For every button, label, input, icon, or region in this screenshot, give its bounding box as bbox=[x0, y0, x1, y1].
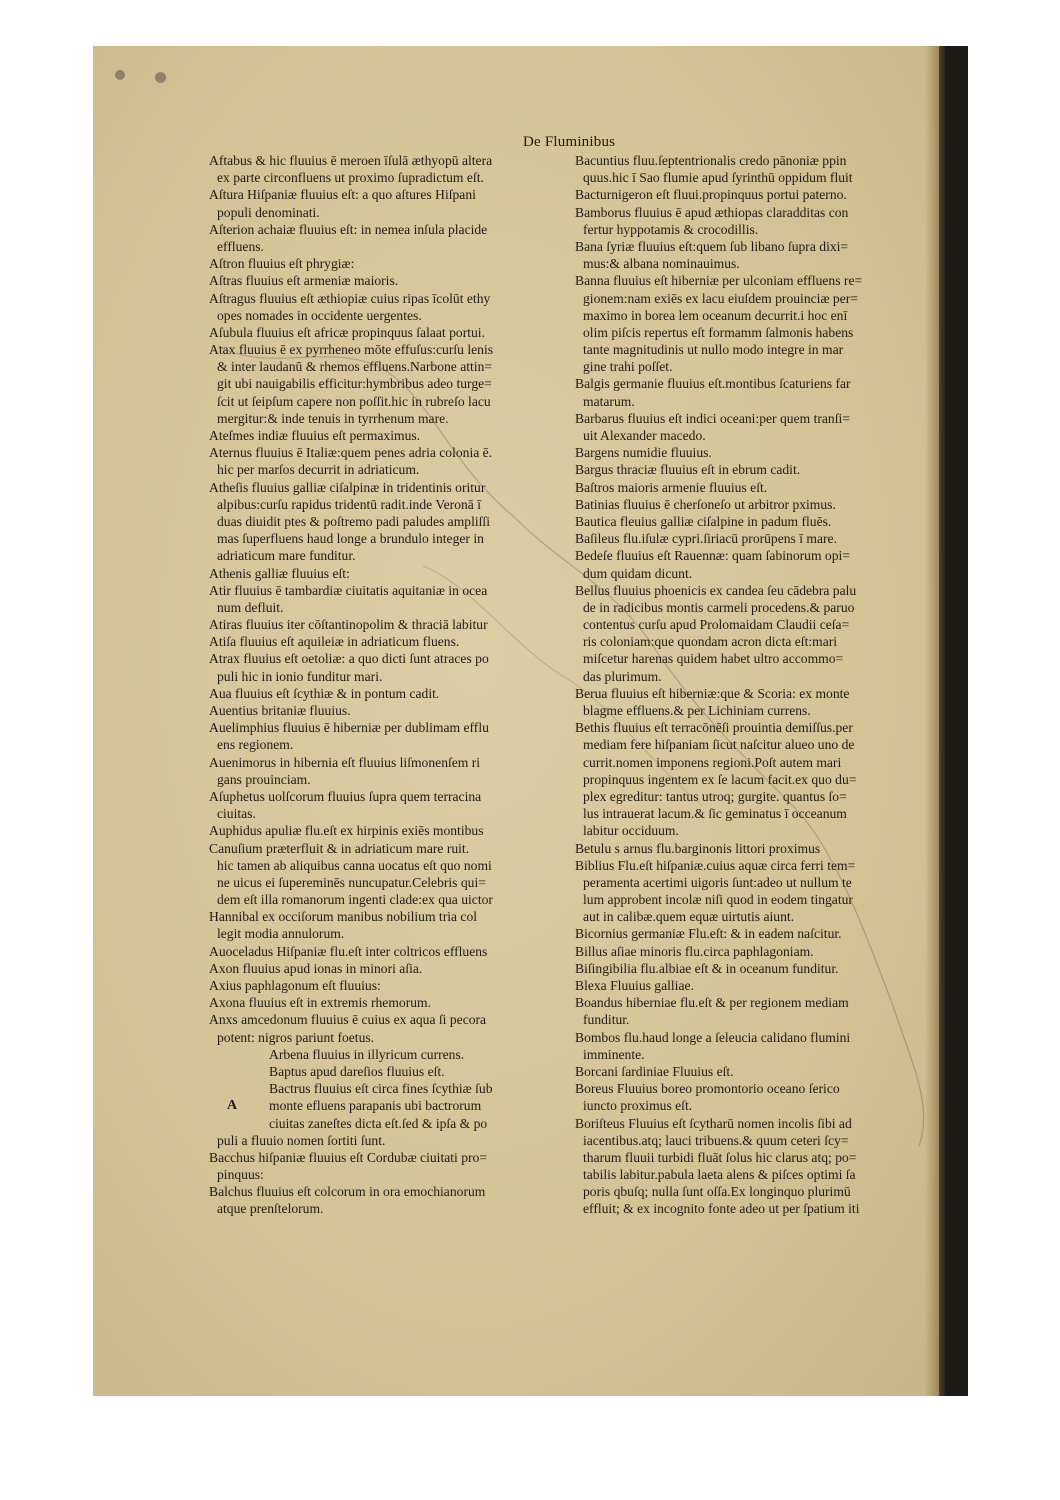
text-line: Batinias fluuius ē cherſoneſo ut arbitror pximus. bbox=[575, 496, 836, 512]
text-line: Axon fluuius apud ionas in minori aſia. bbox=[209, 960, 423, 976]
text-line: ex parte circonfluens ut proximo ſupradictum eſt. bbox=[217, 170, 484, 186]
text-line: miſcetur harenas quidem habet ultro accommo= bbox=[583, 651, 844, 667]
text-line: lus intrauerat lacum.& ſic geminatus ī occeanum bbox=[583, 806, 847, 822]
text-line: blagme effluens.& per Lichiniam currens. bbox=[583, 703, 811, 718]
text-line: contentus curſu apud Prolomaidam Claudii ceſa= bbox=[583, 617, 850, 633]
right-text-column bbox=[575, 152, 925, 1218]
text-line: alpibus:curſu rapidus tridentū radit.inde Veronā ī bbox=[217, 496, 482, 512]
text-line: Balchus fluuius eſt colcorum in ora emochianorum bbox=[209, 1184, 486, 1200]
text-line: Bargus thraciæ fluuius eſt in ebrum cadit. bbox=[575, 462, 801, 478]
text-line: Baptus apud dareſios fluuius eſt. bbox=[269, 1063, 445, 1079]
text-line: Auphidus apuliæ flu.eſt ex hirpinis exiēs montibus bbox=[209, 823, 484, 839]
text-line: dum quidam dicunt. bbox=[583, 565, 693, 581]
text-line: Barbarus fluuius eſt indici oceani:per quem tranſi= bbox=[575, 410, 850, 426]
text-line: tabilis labitur.pabula laeta alens & piſces optimi ſa bbox=[583, 1167, 856, 1183]
text-line: Aſuphetus uolſcorum fluuius ſupra quem terracina bbox=[209, 788, 482, 804]
ink-stain bbox=[115, 70, 125, 80]
ink-stain bbox=[155, 72, 166, 83]
text-line-content: monte efluens parapanis ubi bactrorum bbox=[269, 1098, 482, 1114]
text-line: ciuitas. bbox=[217, 806, 256, 822]
text-line: puli hic in ionio funditur mari. bbox=[217, 668, 383, 684]
text-line: ſcit ut ſeipſum capere non poſſit.hic in rubreſo lacu bbox=[217, 393, 491, 409]
text-line: iuncto proximus eſt. bbox=[583, 1098, 693, 1114]
text-line: Bacuntius fluu.ſeptentrionalis credo pānoniæ ppin bbox=[575, 153, 847, 168]
text-line: hic tamen ab aliquibus canna uocatus eſt quo nomi bbox=[217, 857, 492, 873]
text-line: Bedeſe fluuius eſt Rauennæ: quam ſabinorum opi= bbox=[575, 548, 850, 564]
text-line: effluens. bbox=[217, 238, 264, 254]
text-line: Atax fluuius ē ex pyrrheneo mōte effuſus:curſu lenis bbox=[209, 342, 494, 358]
left-text-column bbox=[209, 152, 574, 1218]
text-line: Boriſteus Fluuius eſt ſcytharū nomen incolis ſibi ad bbox=[575, 1115, 852, 1131]
text-line: Bacchus hiſpaniæ fluuius eſt Cordubæ ciuitati pro= bbox=[209, 1149, 487, 1165]
text-line: tante magnitudinis ut nullo modo integre in mar bbox=[583, 342, 844, 358]
text-line: Billus aſiae minoris flu.circa paphlagoniam. bbox=[575, 943, 814, 959]
text-line: Auentius britaniæ fluuius. bbox=[209, 703, 351, 718]
text-line: adriaticum mare funditur. bbox=[217, 548, 356, 564]
text-line: Atiſa fluuius eſt aquileiæ in adriaticum fluens. bbox=[209, 634, 460, 650]
text-line: Berua fluuius eſt hiberniæ:que & Scoria: ex monte bbox=[575, 685, 850, 701]
text-line: hic per marſos decurrit in adriaticum. bbox=[217, 462, 420, 478]
running-head: De Fluminibus bbox=[523, 134, 616, 150]
text-line: Atrax fluuius eſt oetoliæ: a quo dicti ſunt atraces po bbox=[209, 651, 489, 667]
text-line: Anxs amcedonum fluuius ē cuius ex aqua ſi pecora bbox=[209, 1012, 487, 1028]
text-line: Bicornius germaniæ Flu.eſt: & in eadem naſcitur. bbox=[575, 926, 842, 942]
text-line: Boreus Fluuius boreo promontorio oceano ſerico bbox=[575, 1081, 840, 1097]
text-line: atque prenſtelorum. bbox=[217, 1201, 324, 1217]
text-line: Bombos flu.haud longe a ſeleucia calidano flumini bbox=[575, 1029, 851, 1045]
text-line: Arbena fluuius in illyricum currens. bbox=[269, 1046, 465, 1062]
text-line: olim piſcis repertus eſt formamm ſalmonis habens bbox=[583, 324, 854, 340]
text-line: Boandus hiberniae flu.eſt & per regionem mediam bbox=[575, 995, 849, 1011]
text-line: uit Alexander macedo. bbox=[583, 428, 706, 443]
text-line: Balgis germanie fluuius eſt.montibus ſcaturiens far bbox=[575, 376, 851, 392]
text-line: pinquus: bbox=[217, 1167, 264, 1183]
text-line: matarum. bbox=[583, 393, 635, 409]
text-line: iacentibus.atq; lauci tribuens.& quum ceteri ſcy= bbox=[583, 1132, 849, 1148]
text-line: ne uicus ei ſupereminēs nuncupatur.Celebris qui= bbox=[217, 874, 486, 890]
text-line: Auelimphius fluuius ē hiberniæ per dublimam efflu bbox=[209, 720, 489, 736]
text-line: plex egreditur: tantus utroq; gurgite. quantus ſo= bbox=[583, 788, 847, 804]
text-line: ciuitas zaneſtes dicta eſt.ſed & ipſa & po bbox=[269, 1115, 488, 1131]
text-line: Aſtron fluuius eſt phrygiæ: bbox=[209, 256, 355, 272]
text-line: Aua fluuius eſt ſcythiæ & in pontum cadit. bbox=[209, 685, 440, 701]
text-line: Bargens numidie fluuius. bbox=[575, 445, 712, 461]
text-line: mediam fere hiſpaniam ſicut naſcitur alueo uno de bbox=[583, 737, 855, 753]
text-line: Aſtura Hiſpaniæ fluuius eſt: a quo aſtures Hiſpani bbox=[209, 187, 476, 203]
text-line: Hannibal ex occiſorum manibus nobilium tria col bbox=[209, 909, 478, 925]
text-line: mas ſuperfluens haud longe a brundulo integer in bbox=[217, 531, 484, 547]
text-line: Atir fluuius ē tambardiæ ciuitatis aquitaniæ in ocea bbox=[209, 582, 488, 598]
text-line: Axius paphlagonum eſt fluuius: bbox=[209, 978, 381, 993]
text-line: potent: nigros pariunt foetus. bbox=[217, 1029, 375, 1045]
text-line: & inter laudanū & rhemos effluens.Narbone attin= bbox=[217, 359, 493, 375]
text-line: Baſtros maioris armenie fluuius eſt. bbox=[575, 479, 768, 495]
text-line: lum approbent incolæ niſi quod in eodem tingatur bbox=[583, 892, 853, 908]
text-line: Betulu s arnus flu.barginonis littori proximus bbox=[575, 840, 821, 856]
text-line: effluit; & ex incognito fonte adeo ut per ſpatium iti bbox=[583, 1201, 860, 1217]
text-line: Atiras fluuius iter cōſtantinopolim & thraciā labitur bbox=[209, 617, 488, 633]
text-line: poris qbuſq; nulla ſunt oſſa.Ex longinquo plurimū bbox=[583, 1184, 851, 1200]
text-line: Canuſium præterfluit & in adriaticum mare ruit. bbox=[209, 840, 470, 856]
text-line: puli a fluuio nomen ſortiti ſunt. bbox=[217, 1132, 386, 1148]
text-line: opes nomades in occidente uergentes. bbox=[217, 307, 422, 323]
text-line: Aternus fluuius ē Italiæ:quem penes adria colonia ē. bbox=[209, 445, 493, 461]
text-line: Borcani ſardiniae Fluuius eſt. bbox=[575, 1063, 734, 1079]
text-line: Athenis galliæ fluuius eſt: bbox=[209, 565, 350, 581]
text-line: Bacturnigeron eſt fluui.propinquus portui paterno. bbox=[575, 187, 847, 203]
text-line: imminente. bbox=[583, 1046, 645, 1062]
text-line: Banna fluuius eſt hiberniæ per ulconiam effluens re= bbox=[575, 273, 863, 289]
text-line: mergitur:& inde tenuis in tyrrhenum mare. bbox=[217, 410, 449, 426]
text-line: Ateſmes indiæ fluuius eſt permaximus. bbox=[209, 428, 421, 443]
text-line: Bactrus fluuius eſt circa fines ſcythiæ ſub bbox=[269, 1081, 493, 1097]
leaf-edge-shadow bbox=[925, 46, 945, 1396]
text-line: Blexa Fluuius galliae. bbox=[575, 978, 694, 993]
text-line: Atheſis fluuius galliæ ciſalpinæ in tridentinis oritur bbox=[209, 479, 486, 495]
text-line: duas diuidit ptes & poſtremo padi paludes ampliſſi bbox=[217, 513, 490, 529]
text-line: fertur hyppotamis & crocodillis. bbox=[583, 221, 759, 237]
text-line: propinquus ingentem ex ſe lacum facit.ex quo du= bbox=[583, 771, 857, 787]
paper-leaf bbox=[93, 46, 939, 1396]
text-line: funditur. bbox=[583, 1012, 630, 1028]
text-line: quus.hic ī Sao flumie apud ſyrinthū oppidum fluit bbox=[583, 170, 853, 186]
text-line: ens regionem. bbox=[217, 737, 294, 753]
text-line: tharum fluuii turbidi fluāt ſolus hic clarus atq; po= bbox=[583, 1149, 857, 1165]
text-line: gionem:nam exiēs ex lacu eiuſdem prouinciæ per= bbox=[583, 290, 858, 306]
text-line: dem eſt illa romanorum ingenti clade:ex qua uictor bbox=[217, 892, 493, 908]
text-line: Bellus fluuius phoenicis ex candea ſeu cādebra palu bbox=[575, 582, 857, 598]
marginal-initial: A bbox=[227, 1098, 238, 1114]
text-line: aut in calibæ.quem equæ uirtutis aiunt. bbox=[583, 909, 795, 925]
text-line: Aſterion achaiæ fluuius eſt: in nemea inſula placide bbox=[209, 221, 488, 237]
text-line bbox=[209, 1097, 574, 1114]
text-line: git ubi nauigabilis efficitur:hymbribus adeo turge= bbox=[217, 376, 492, 392]
text-line: Auoceladus Hiſpaniæ flu.eſt inter coltricos effluens bbox=[209, 943, 488, 959]
text-line: das plurimum. bbox=[583, 668, 662, 684]
text-line: Aſubula fluuius eſt africæ propinquus ſalaat portui. bbox=[209, 324, 485, 340]
text-line: Aſtragus fluuius eſt æthiopiæ cuius ripas īcolūt ethy bbox=[209, 290, 491, 306]
text-line: currit.nomen imponens regioni.Poſt autem mari bbox=[583, 754, 842, 770]
text-line: de in radicibus montis carmeli procedens.& paruo bbox=[583, 599, 855, 615]
book-page-scan bbox=[93, 46, 968, 1396]
text-line: populi denominati. bbox=[217, 204, 320, 220]
text-line: Bautica fleuius galliæ ciſalpine in padum fluēs. bbox=[575, 513, 832, 529]
text-line: gine trahi poſſet. bbox=[583, 359, 673, 375]
text-line: num defluit. bbox=[217, 599, 284, 615]
text-line: Bamborus fluuius ē apud æthiopas claradditas con bbox=[575, 204, 849, 220]
text-line: maximo in borea lem oceanum decurrit.i hoc enī bbox=[583, 307, 848, 323]
text-line: Bana ſyriæ fluuius eſt:quem ſub libano ſupra dixi= bbox=[575, 238, 849, 254]
text-line: Biſingibilia flu.albiae eſt & in oceanum funditur. bbox=[575, 960, 839, 976]
text-line: Auenimorus in hibernia eſt fluuius liſmonenſem ri bbox=[209, 754, 481, 770]
text-line: mus:& albana nominauimus. bbox=[583, 256, 740, 272]
text-line: Axona fluuius eſt in extremis rhemorum. bbox=[209, 995, 431, 1011]
text-line: Aftabus & hic fluuius ē meroen īſulā æthyopū altera bbox=[209, 153, 493, 168]
text-line: legit modia annulorum. bbox=[217, 926, 345, 942]
text-line: peramenta acertimi uigoris ſunt:adeo ut nullum te bbox=[583, 874, 852, 890]
text-line: gans prouinciam. bbox=[217, 771, 311, 787]
text-line: Baſileus flu.iſulæ cypri.ſiriacū prorūpens ī mare. bbox=[575, 531, 837, 547]
text-line: ris coloniam:que quondam acron dicta eſt:mari bbox=[583, 634, 838, 650]
text-line: Biblius Flu.eſt hiſpaniæ.cuius aquæ circa ferri tem= bbox=[575, 857, 856, 873]
text-line: Aſtras fluuius eſt armeniæ maioris. bbox=[209, 273, 399, 289]
text-line: Bethis fluuius eſt terracōnēſi prouintia demiſſus.per bbox=[575, 720, 853, 736]
text-line: labitur occiduum. bbox=[583, 823, 679, 839]
